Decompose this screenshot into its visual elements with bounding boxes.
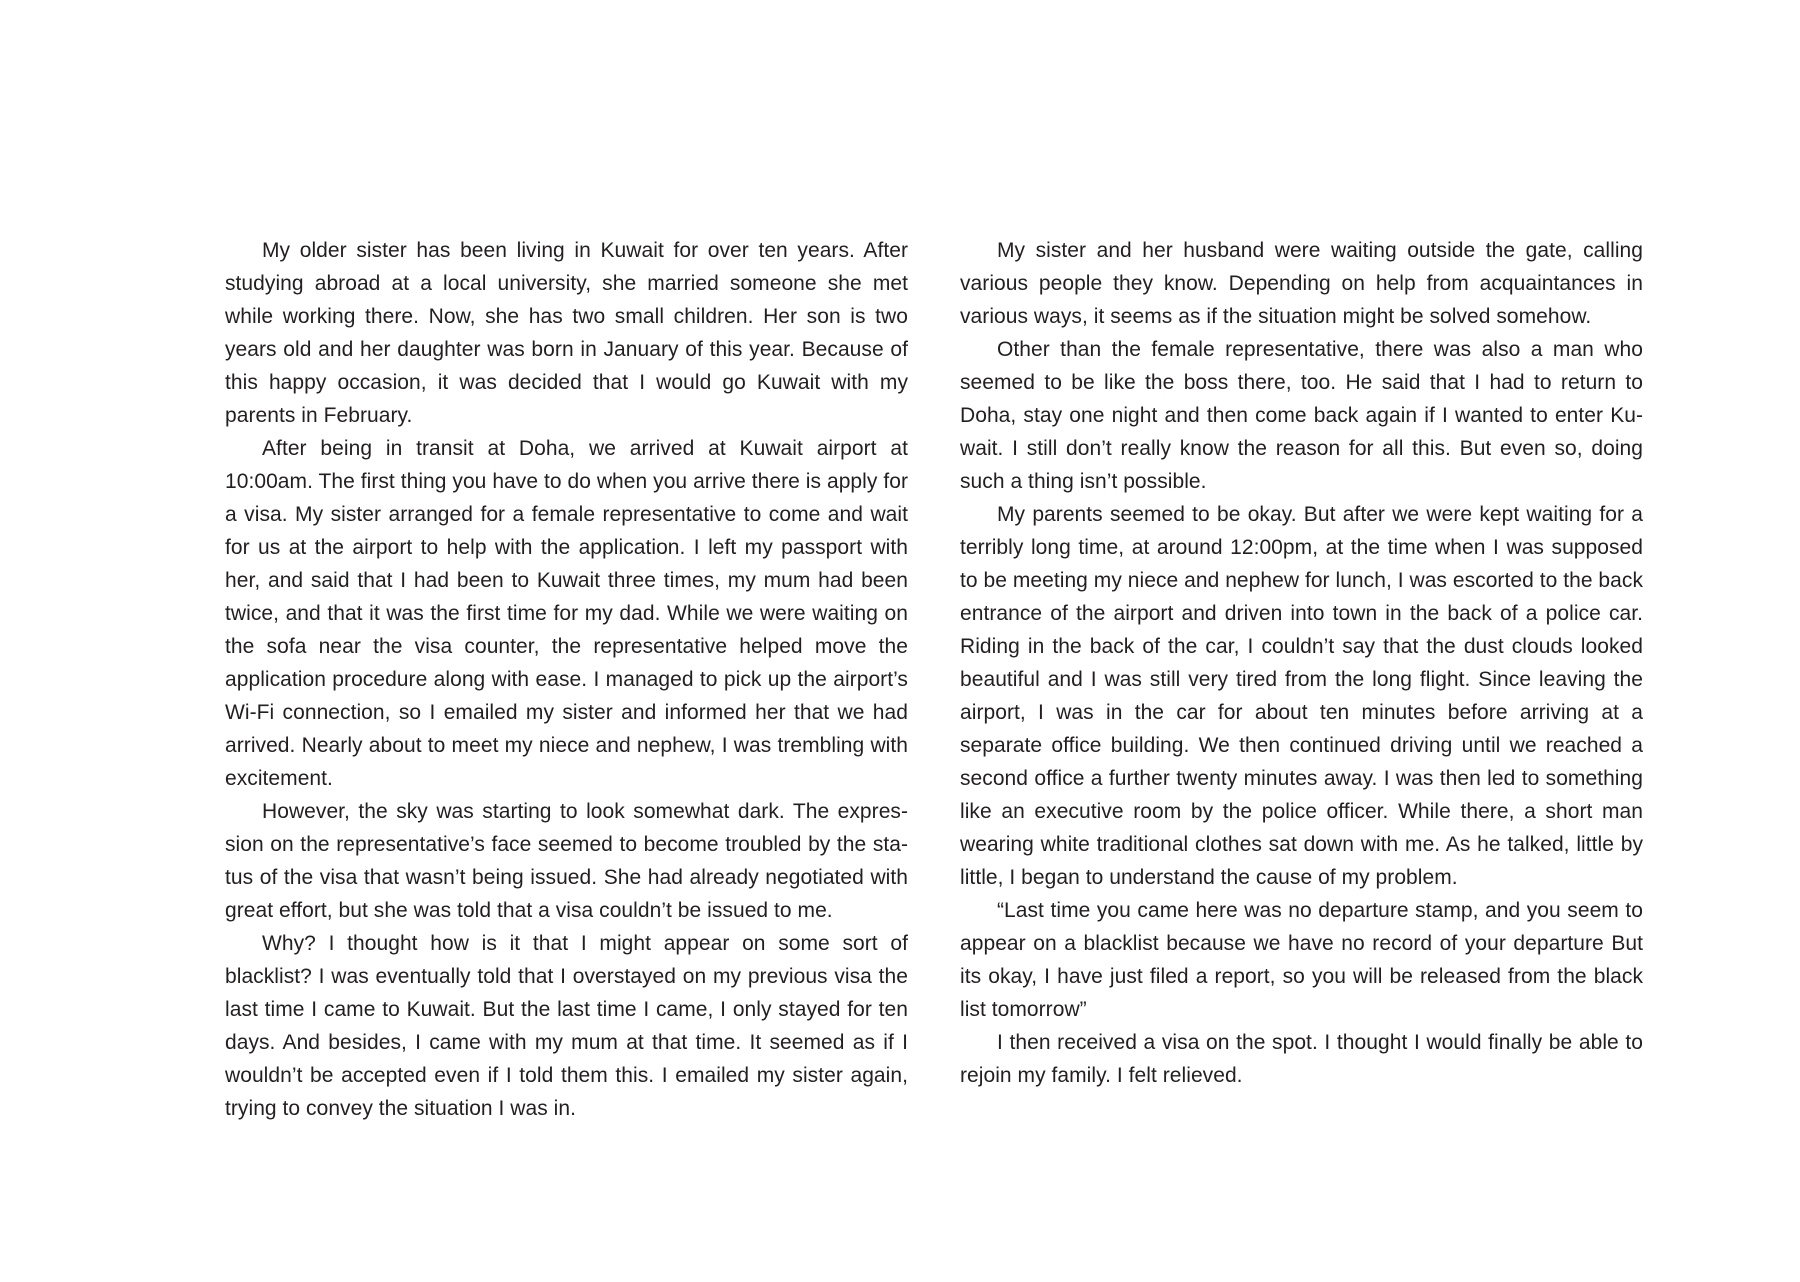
paragraph: After being in transit at Doha, we arrived at Kuwait airport at 10:00am. The first thing you have to do when you arrive there is apply for a visa. My sister arranged for a female representative to come and wait for us at the airport to help with the application. I left my passport with her, and said that I had been to Kuwait three times, my mum had been twice, and that it was the first time for my dad. While we were waiting on the sofa near the visa counter, the representative helped move the application procedure along with ease. I managed to pick up the airport’s Wi-Fi connection, so I emailed my sister and informed her that we had arrived. Nearly about to meet my niece and nephew, I was trembling with excitement.: [225, 437, 908, 790]
left-text-column: [225, 234, 908, 1125]
paragraph: I then received a visa on the spot. I thought I would finally be able to rejoin my family. I felt relieved.: [960, 1031, 1643, 1087]
paragraph: However, the sky was starting to look somewhat dark. The expression on the representative’s face seemed to become troubled by the status of the visa that wasn’t being issued. She had already negotiated with great effort, but she was told that a visa couldn’t be issued to me.: [225, 800, 908, 922]
paragraph: My parents seemed to be okay. But after we were kept waiting for a terribly long time, at around 12:00pm, at the time when I was supposed to be meeting my niece and nephew for lunch, I was escorted to the back entrance of the airport and driven into town in the back of a police car. Riding in the back of the car, I couldn’t say that the dust clouds looked beautiful and I was still very tired from the long flight. Since leaving the airport, I was in the car for about ten minutes before arriving at a separate office building. We then continued driving until we reached a second office a further twenty minutes away. I was then led to something like an executive room by the police officer. While there, a short man wearing white traditional clothes sat down with me. As he talked, little by little, I began to understand the cause of my problem.: [960, 503, 1643, 889]
paragraph: My older sister has been living in Kuwait for over ten years. After studying abroad at a local university, she married someone she met while working there. Now, she has two small children. Her son is two years old and her daughter was born in January of this year. Because of this happy occasion, it was decided that I would go Kuwait with my parents in February.: [225, 239, 908, 427]
paragraph: Other than the female representative, there was also a man who seemed to be like the boss there, too. He said that I had to return to Doha, stay one night and then come back again if I wanted to enter Kuwait. I still don’t really know the reason for all this. But even so, doing such a thing isn’t possible.: [960, 338, 1643, 493]
paragraph: My sister and her husband were waiting outside the gate, calling various people they know. Depending on help from acquaintances in various ways, it seems as if the situation might be solved somehow.: [960, 239, 1643, 328]
paragraph: Why? I thought how is it that I might appear on some sort of blacklist? I was eventually told that I overstayed on my previous visa the last time I came to Kuwait. But the last time I came, I only stayed for ten days. And besides, I came with my mum at that time. It seemed as if I wouldn’t be accepted even if I told them this. I emailed my sister again, trying to convey the situation I was in.: [225, 932, 908, 1120]
right-text-column: [960, 234, 1643, 1092]
paragraph: “Last time you came here was no departure stamp, and you seem to appear on a blacklist because we have no record of your departure But its okay, I have just filed a report, so you will be released from the black list tomorrow”: [960, 899, 1643, 1021]
